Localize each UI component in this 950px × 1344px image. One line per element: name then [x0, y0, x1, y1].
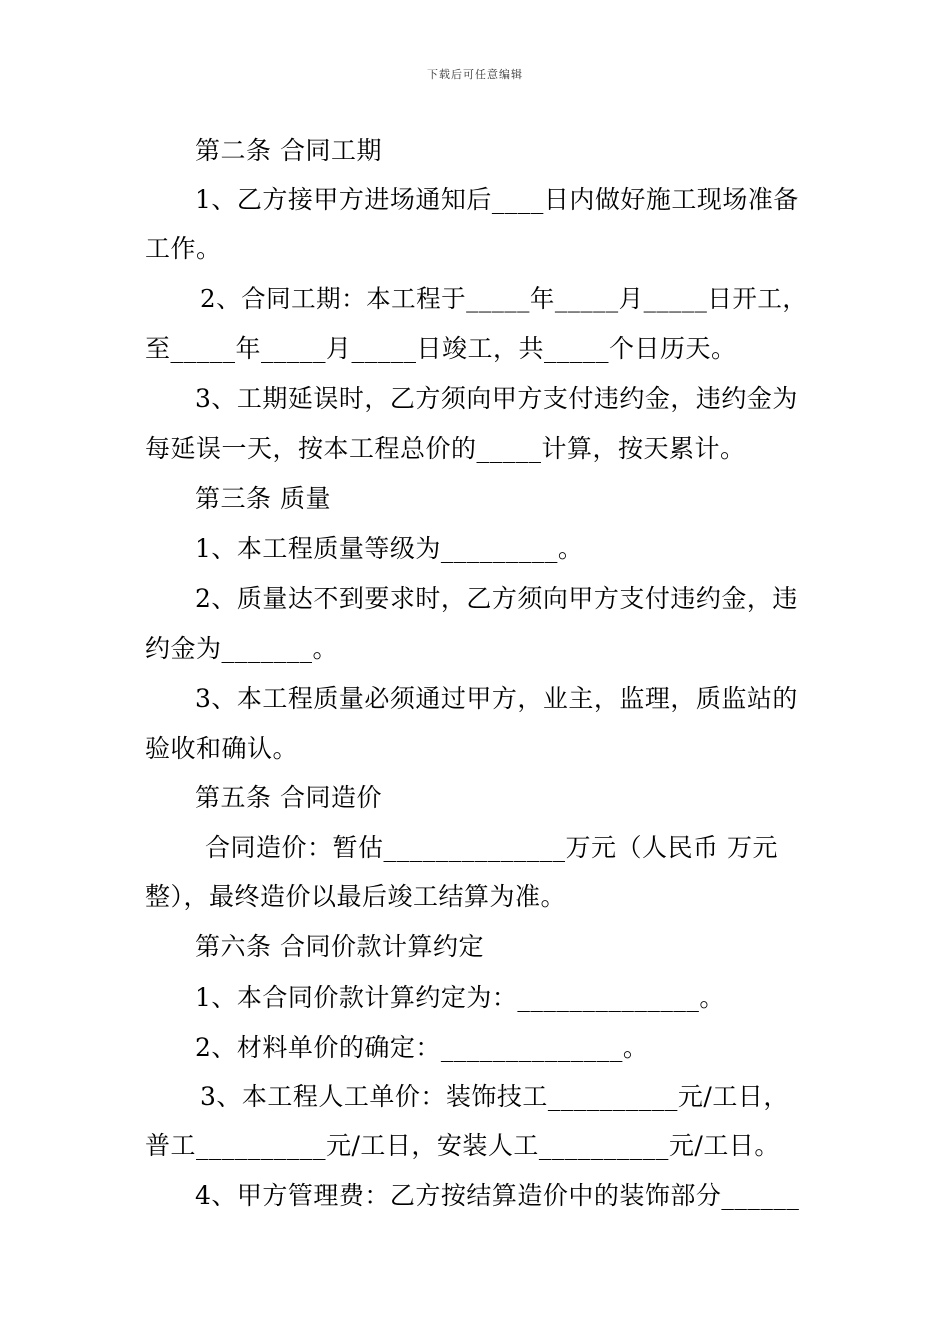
clause-6-1: 1、本合同价款计算约定为：______________。	[195, 983, 725, 1012]
clause-2-1-line-1: 1、乙方接甲方进场通知后____日内做好施工现场准备	[195, 185, 799, 214]
clause-6-2: 2、材料单价的确定：______________。	[195, 1033, 649, 1062]
clause-2-2-line-2: 至_____年_____月_____日竣工，共_____个日历天。	[145, 334, 737, 363]
clause-3-3-line-2: 验收和确认。	[145, 734, 299, 763]
article-5-heading: 第五条 合同造价	[195, 783, 382, 812]
page-header: 下载后可任意编辑	[427, 68, 523, 81]
clause-2-2-line-1: 2、合同工期：本工程于_____年_____月_____日开工，	[200, 284, 808, 313]
clause-5-line-2: 整），最终造价以最后竣工结算为准。	[145, 882, 567, 911]
clause-2-3-line-1: 3、工期延误时，乙方须向甲方支付违约金，违约金为	[195, 384, 798, 413]
clause-5-line-1: 合同造价：暂估______________万元（人民币 万元	[205, 833, 778, 862]
clause-3-1: 1、本工程质量等级为_________。	[195, 534, 584, 563]
clause-6-3-line-2: 普工__________元/工日，安装人工__________元/工日。	[145, 1131, 780, 1160]
clause-3-3-line-1: 3、本工程质量必须通过甲方，业主，监理，质监站的	[195, 684, 798, 713]
clause-2-1-line-2: 工作。	[145, 234, 222, 263]
clause-3-2-line-1: 2、质量达不到要求时，乙方须向甲方支付违约金，违	[195, 584, 798, 613]
clause-3-2-line-2: 约金为_______。	[145, 634, 339, 663]
clause-6-3-line-1: 3、本工程人工单价：装饰技工__________元/工日，	[200, 1082, 789, 1111]
clause-6-4-line-1: 4、甲方管理费：乙方按结算造价中的装饰部分______	[195, 1181, 800, 1210]
article-3-heading: 第三条 质量	[195, 484, 331, 513]
clause-2-3-line-2: 每延误一天，按本工程总价的_____计算，按天累计。	[145, 434, 746, 463]
article-6-heading: 第六条 合同价款计算约定	[195, 932, 484, 961]
article-2-heading: 第二条 合同工期	[195, 136, 382, 165]
